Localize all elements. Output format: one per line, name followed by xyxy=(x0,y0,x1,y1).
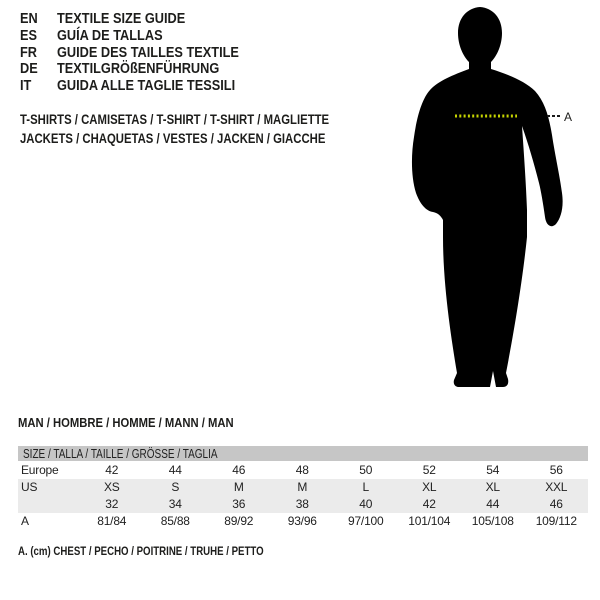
cell: 42 xyxy=(422,497,436,511)
cell: 36 xyxy=(232,497,246,511)
cell: 54 xyxy=(486,463,500,477)
cell: XS xyxy=(103,480,120,494)
cell: 32 xyxy=(105,497,119,511)
product-line-tshirts: T-SHIRTS / CAMISETAS / T-SHIRT / T-SHIRT / MAGLIETTE xyxy=(20,112,330,127)
language-row xyxy=(20,78,239,95)
table-row-us xyxy=(18,479,588,496)
language-label: GUIDE DES TAILLES TEXTILE xyxy=(56,44,239,61)
language-row xyxy=(20,28,239,45)
cell: 93/96 xyxy=(287,514,317,528)
language-row xyxy=(20,11,239,28)
size-table xyxy=(18,446,588,530)
table-row-numeric xyxy=(18,496,588,513)
man-silhouette-svg xyxy=(405,5,575,395)
row-label: Europe xyxy=(21,463,59,477)
cell: 52 xyxy=(422,463,436,477)
cell: XL xyxy=(485,480,500,494)
language-code: ES xyxy=(20,27,38,44)
language-row xyxy=(20,45,239,62)
cell: 48 xyxy=(295,463,309,477)
table-row-europe xyxy=(18,462,588,479)
language-code: DE xyxy=(20,61,38,78)
cell: 56 xyxy=(549,463,563,477)
cell: XXL xyxy=(545,480,568,494)
cell: 97/100 xyxy=(347,514,384,528)
measurement-footnote: A. (cm) CHEST / PECHO / POITRINE / TRUHE / PETTO xyxy=(18,546,264,558)
cell: 42 xyxy=(105,463,119,477)
row-label: US xyxy=(21,480,38,494)
cell: M xyxy=(233,480,244,494)
size-table-header xyxy=(18,446,588,461)
language-label: TEXTILGRÖßENFÜHRUNG xyxy=(56,61,220,78)
cell: 89/92 xyxy=(224,514,254,528)
cell: 85/88 xyxy=(160,514,190,528)
language-list xyxy=(20,11,239,95)
cell: 109/112 xyxy=(535,514,577,528)
section-heading-man: MAN / HOMBRE / HOMME / MANN / MAN xyxy=(18,416,234,430)
size-table-header-label: SIZE / TALLA / TAILLE / GRÖSSE / TAGLIA xyxy=(23,446,218,461)
product-categories xyxy=(20,110,329,148)
cell: 38 xyxy=(295,497,309,511)
man-silhouette-figure xyxy=(405,5,575,395)
language-label: GUIDA ALLE TAGLIE TESSILI xyxy=(56,78,236,95)
language-code: FR xyxy=(20,44,38,61)
cell: 44 xyxy=(486,497,500,511)
cell: 46 xyxy=(549,497,563,511)
language-label: TEXTILE SIZE GUIDE xyxy=(56,11,186,27)
cell: M xyxy=(297,480,308,494)
cell: L xyxy=(362,480,369,494)
language-label: GUÍA DE TALLAS xyxy=(56,27,163,44)
cell: 46 xyxy=(232,463,246,477)
language-row xyxy=(20,61,239,78)
cell: XL xyxy=(422,480,437,494)
row-label xyxy=(18,496,80,513)
man-silhouette-shape xyxy=(412,7,563,387)
row-label: A xyxy=(21,514,29,528)
language-code: IT xyxy=(20,78,32,95)
cell: S xyxy=(171,480,180,494)
cell: 50 xyxy=(359,463,373,477)
cell: 44 xyxy=(168,463,182,477)
cell: 105/108 xyxy=(471,514,514,528)
cell: 101/104 xyxy=(408,514,451,528)
product-line-jackets: JACKETS / CHAQUETAS / VESTES / JACKEN / GIACCHE xyxy=(20,131,326,146)
table-row-chest-cm xyxy=(18,513,588,530)
cell: 81/84 xyxy=(97,514,127,528)
cell: 34 xyxy=(168,497,182,511)
cell: 40 xyxy=(359,497,373,511)
measure-marker-label: A xyxy=(564,110,573,124)
language-code: EN xyxy=(20,11,38,27)
